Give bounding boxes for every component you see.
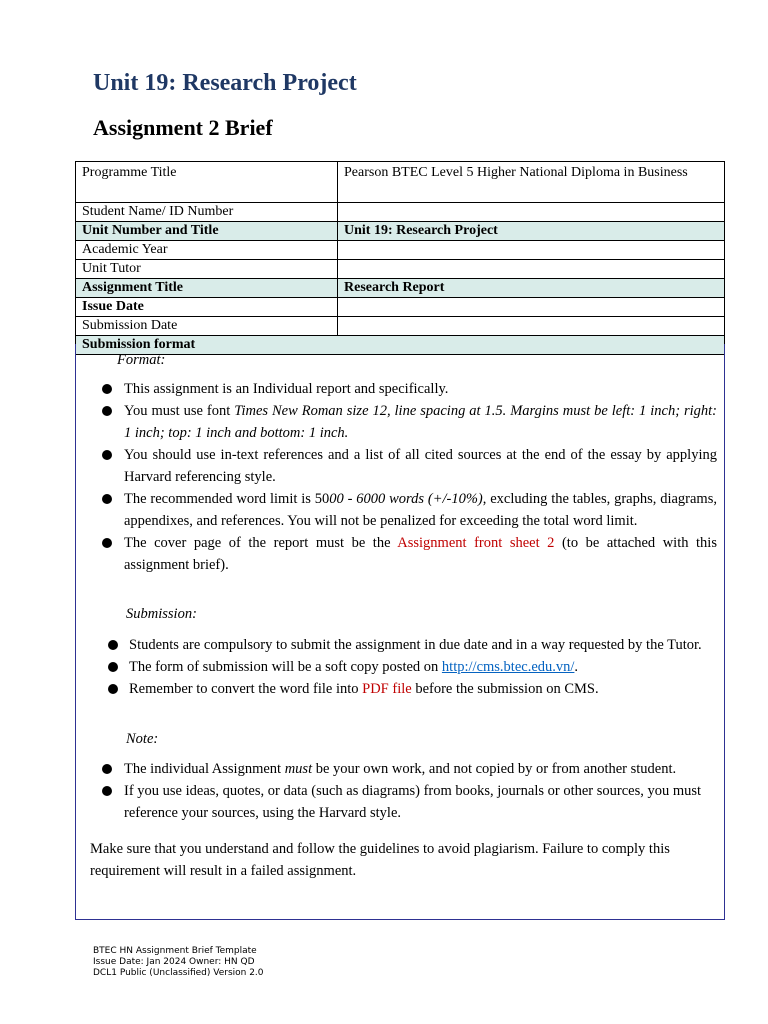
bullet-icon [102, 406, 112, 416]
bullet-icon [108, 662, 118, 672]
list-item [124, 488, 717, 532]
list-item [129, 678, 717, 700]
submission-list [129, 634, 717, 700]
student-label: Student Name/ ID Number [76, 203, 338, 222]
bullet-icon [108, 684, 118, 694]
list-item [124, 444, 717, 488]
format-heading: Format: [117, 352, 166, 368]
front-sheet-reference: Assignment front sheet 2 [397, 535, 555, 551]
submission-date-value [338, 317, 725, 336]
submission-bullet-2-text: The form of submission will be a soft copy posted on [129, 659, 442, 675]
unit-value: Unit 19: Research Project [338, 222, 725, 241]
format-bullet-4-rest: , excluding the tables, graphs, diagrams, appendixes, and references. You will not be penalized for exceeding the total word limit. [124, 491, 717, 529]
unit-title: Unit 19: Research Project [93, 70, 357, 96]
bullet-icon [102, 384, 112, 394]
bullet-icon [102, 786, 112, 796]
table-row [76, 260, 725, 279]
submission-bullet-1: Students are compulsory to submit the assignment in due date and in a way requested by the Tutor. [129, 637, 702, 653]
format-list [124, 378, 717, 576]
submission-format-label: Submission format [76, 336, 725, 355]
table-row [76, 317, 725, 336]
format-bullet-2-italic: Times New Roman size 12, line spacing at 1.5. Margins must be left: 1 inch; right: 1 inch; top: 1 inch and bottom: 1 inch. [124, 403, 717, 441]
programme-label: Programme Title [76, 162, 338, 203]
table-row [76, 222, 725, 241]
unit-label: Unit Number and Title [76, 222, 338, 241]
page-footer [93, 946, 264, 979]
submission-heading: Submission: [126, 606, 197, 622]
bullet-icon [102, 538, 112, 548]
note-heading: Note: [126, 731, 159, 747]
table-row [76, 279, 725, 298]
format-bullet-4-text: The recommended word limit is 50 [124, 491, 330, 507]
programme-value: Pearson BTEC Level 5 Higher National Diploma in Business [338, 162, 725, 203]
table-row [76, 241, 725, 260]
table-row [76, 298, 725, 317]
assignment-title-label: Assignment Title [76, 279, 338, 298]
list-item [124, 780, 717, 824]
format-bullet-4-italic: 00 - 6000 words (+/-10%) [329, 491, 483, 507]
format-bullet-5-rest: (to be attached with this assignment brief). [124, 535, 717, 573]
submission-date-label: Submission Date [76, 317, 338, 336]
tutor-value [338, 260, 725, 279]
student-value [338, 203, 725, 222]
pdf-file-reference: PDF file [362, 681, 412, 697]
bullet-icon [102, 450, 112, 460]
note-bullet-1-text: The individual Assignment [124, 761, 285, 777]
issue-date-label: Issue Date [76, 298, 338, 317]
issue-date-value [338, 298, 725, 317]
submission-bullet-3-rest: before the submission on CMS. [411, 681, 599, 697]
note-bullet-1-italic: must [284, 761, 313, 777]
table-row [76, 203, 725, 222]
plagiarism-warning: Make sure that you understand and follow the guidelines to avoid plagiarism. Failure to comply this requirement will result in a failed assignment. [90, 841, 670, 879]
footer-template-name: BTEC HN Assignment Brief Template [93, 946, 257, 956]
bullet-icon [108, 640, 118, 650]
list-item [129, 634, 717, 656]
footer-issue-info: Issue Date: Jan 2024 Owner: HN QD [93, 957, 255, 967]
list-item [129, 656, 717, 678]
format-bullet-5-text: The cover page of the report must be the [124, 535, 398, 551]
year-value [338, 241, 725, 260]
year-label: Academic Year [76, 241, 338, 260]
assignment-title: Assignment 2 Brief [93, 115, 273, 140]
tutor-label: Unit Tutor [76, 260, 338, 279]
note-list [124, 758, 717, 824]
format-bullet-1: This assignment is an Individual report and specifically. [124, 381, 449, 397]
footer-classification: DCL1 Public (Unclassified) Version 2.0 [93, 968, 264, 978]
list-item [124, 758, 717, 780]
submission-bullet-2-rest: . [574, 659, 579, 675]
cms-link[interactable]: http://cms.btec.edu.vn/ [441, 659, 575, 675]
format-bullet-3: You should use in-text references and a list of all cited sources at the end of the essay by applying Harvard referencing style. [124, 447, 717, 485]
list-item [124, 400, 717, 444]
assignment-title-value: Research Report [338, 279, 725, 298]
bullet-icon [102, 764, 112, 774]
bullet-icon [102, 494, 112, 504]
table-row [76, 162, 725, 203]
submission-bullet-3-text: Remember to convert the word file into [129, 681, 363, 697]
list-item [124, 532, 717, 576]
note-bullet-2: If you use ideas, quotes, or data (such as diagrams) from books, journals or other sources, you must reference your sources, using the Harvard style. [124, 783, 702, 821]
assignment-info-table [75, 161, 725, 355]
note-bullet-1-rest: be your own work, and not copied by or from another student. [312, 761, 677, 777]
list-item [124, 378, 717, 400]
format-bullet-2-text: You must use font [124, 403, 235, 419]
submission-format-box [75, 344, 725, 920]
